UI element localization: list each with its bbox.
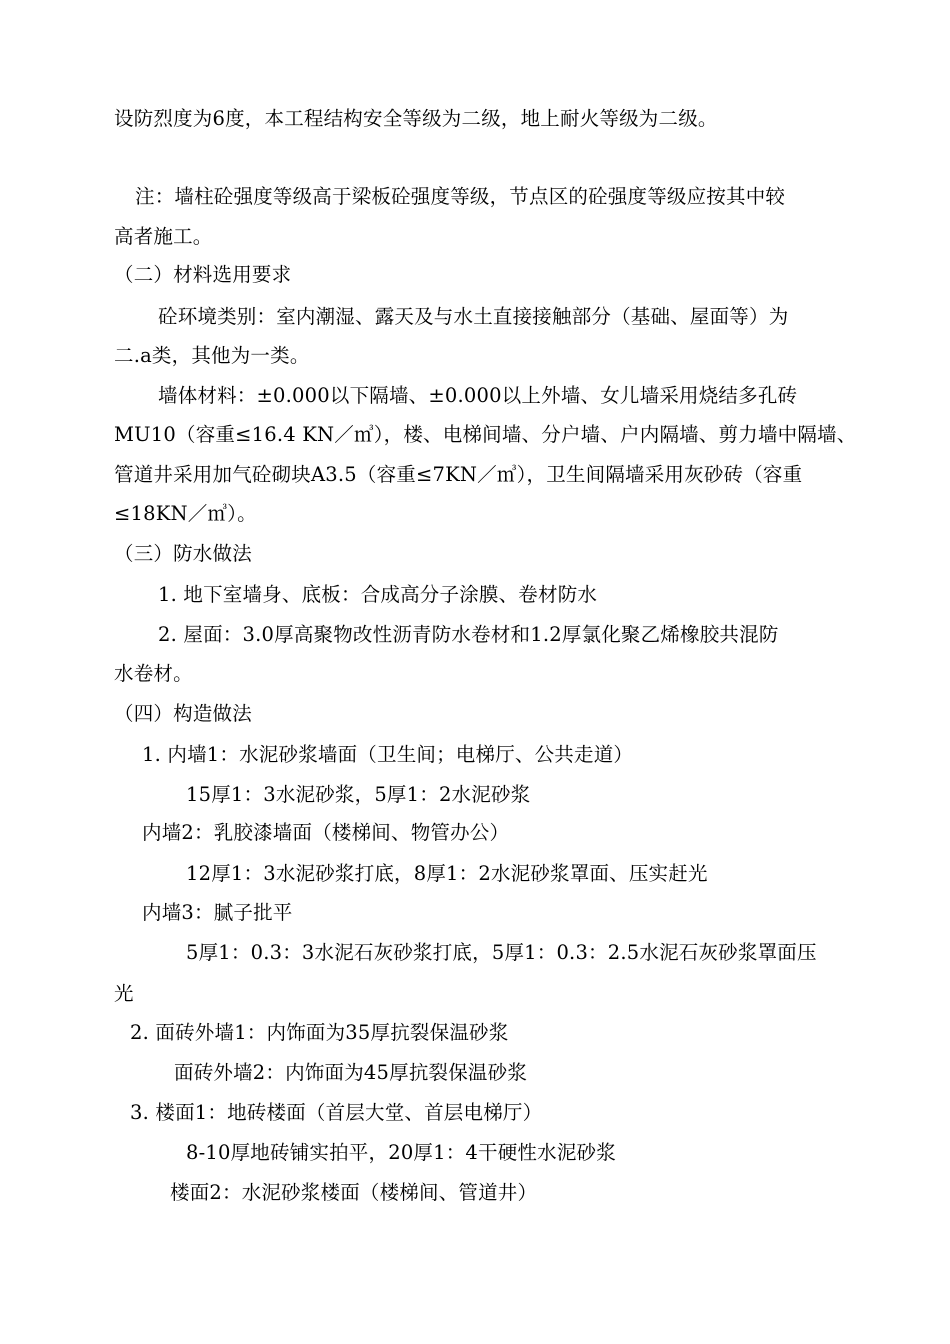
section-heading-waterproofing: （三）防水做法 <box>114 542 252 565</box>
text-line-26: 8-10厚地砖铺实拍平，20厚1：4干硬性水泥砂浆 <box>186 1141 616 1164</box>
text-line-20: 内墙3：腻子批平 <box>142 901 293 924</box>
text-line-24: 面砖外墙2：内饰面为45厚抗裂保温砂浆 <box>174 1061 528 1084</box>
text-line-22: 光 <box>114 982 134 1005</box>
text-line-1: 设防烈度为6度，本工程结构安全等级为二级，地上耐火等级为二级。 <box>114 107 718 130</box>
text-line-7: 墙体材料：±0.000以下隔墙、±0.000以上外墙、女儿墙采用烧结多孔砖 <box>158 384 798 407</box>
section-heading-materials: （二）材料选用要求 <box>114 263 292 286</box>
text-line-17: 15厚1：3水泥砂浆，5厚1：2水泥砂浆 <box>186 783 531 806</box>
text-line-27: 楼面2：水泥砂浆楼面（楼梯间、管道井） <box>170 1181 538 1204</box>
text-line-16: 1. 内墙1：水泥砂浆墙面（卫生间；电梯厅、公共走道） <box>142 743 634 766</box>
text-line-6: 二.a类，其他为一类。 <box>114 344 310 367</box>
text-line-5: 砼环境类别：室内潮湿、露天及与水土直接接触部分（基础、屋面等）为 <box>158 305 789 328</box>
text-line-2: 注：墙柱砼强度等级高于梁板砼强度等级，节点区的砼强度等级应按其中较 <box>135 185 786 208</box>
text-line-9: 管道井采用加气砼砌块A3.5（容重≤7KN／㎥），卫生间隔墙采用灰砂砖（容重 <box>114 463 803 486</box>
text-line-23: 2. 面砖外墙1：内饰面为35厚抗裂保温砂浆 <box>130 1021 509 1044</box>
text-line-25: 3. 楼面1：地砖楼面（首层大堂、首层电梯厅） <box>130 1101 543 1124</box>
text-line-12: 1. 地下室墙身、底板：合成高分子涂膜、卷材防水 <box>158 583 598 606</box>
text-line-19: 12厚1：3水泥砂浆打底，8厚1：2水泥砂浆罩面、压实赶光 <box>186 862 708 885</box>
text-line-21: 5厚1：0.3：3水泥石灰砂浆打底，5厚1：0.3：2.5水泥石灰砂浆罩面压 <box>186 941 817 964</box>
text-line-13: 2. 屋面：3.0厚高聚物改性沥青防水卷材和1.2厚氯化聚乙烯橡胶共混防 <box>158 623 779 646</box>
text-line-10: ≤18KN／㎥）。 <box>114 502 257 525</box>
text-line-14: 水卷材。 <box>114 662 193 685</box>
section-heading-construction: （四）构造做法 <box>114 702 252 725</box>
text-line-3: 高者施工。 <box>114 225 213 248</box>
text-line-18: 内墙2：乳胶漆墙面（楼梯间、物管办公） <box>142 821 510 844</box>
text-line-8: MU10（容重≤16.4 KN／㎥），楼、电梯间墙、分户墙、户内隔墙、剪力墙中隔墙、 <box>114 423 857 446</box>
